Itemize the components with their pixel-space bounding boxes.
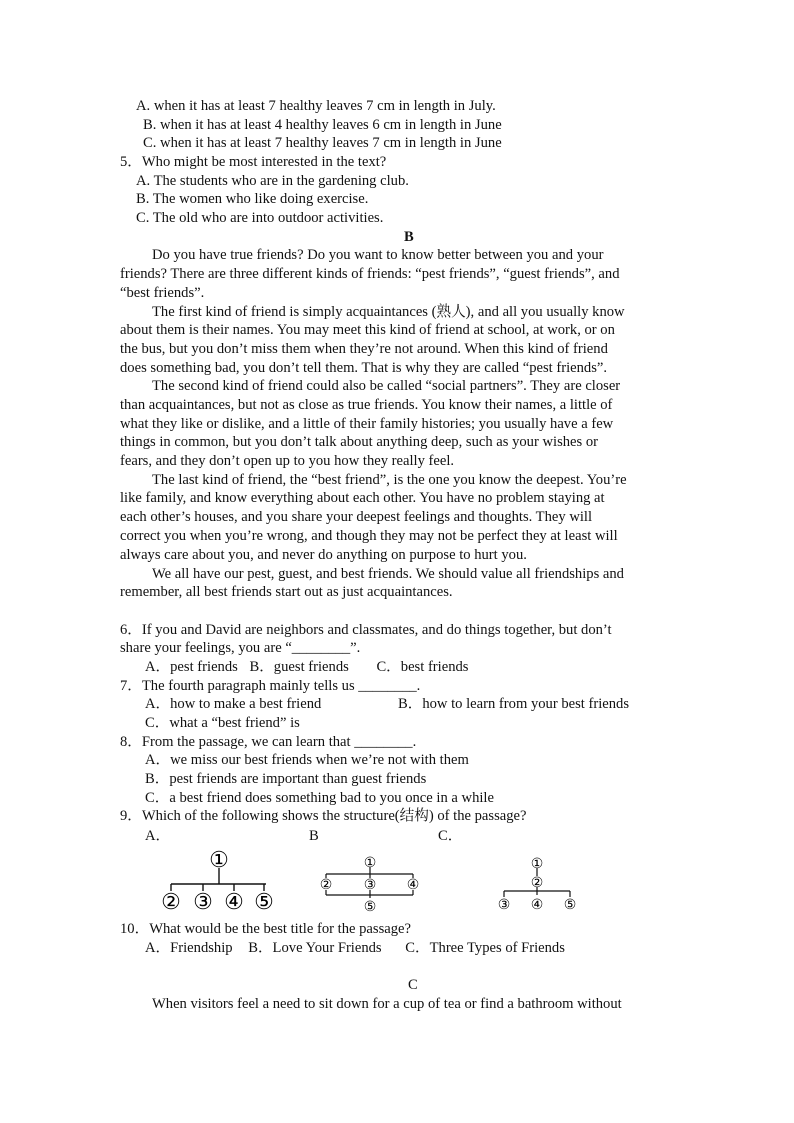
passage-b-line: remember, all best friends start out as just acquaintances.	[120, 584, 453, 600]
q6-stem-line2: share your feelings, you are “________”.	[120, 640, 361, 656]
q4-option-a: A. when it has at least 7 healthy leaves 7 cm in length in July.	[136, 98, 496, 114]
structure-diagram-c	[490, 852, 586, 914]
passage-b-line: The first kind of friend is simply acquaintances (熟人), and all you usually know	[152, 304, 625, 320]
passage-b-line: fears, and they don’t open up to you how they really feel.	[120, 453, 455, 469]
q7-stem: 7．The fourth paragraph mainly tells us ________.	[120, 678, 421, 694]
q8-stem: 8．From the passage, we can learn that ________.	[120, 734, 417, 750]
q9-label-b: B	[309, 828, 319, 844]
q6-options	[145, 658, 468, 676]
diagram-c-node-4: ④	[530, 898, 544, 913]
passage-c-first-line: When visitors feel a need to sit down for a cup of tea or find a bathroom without	[152, 996, 622, 1012]
passage-b-line: “best friends”.	[120, 285, 205, 301]
q10-option-a: A．Friendship	[145, 940, 233, 956]
passage-b-line: Do you have true friends? Do you want to know better between you and your	[152, 247, 604, 263]
q8-option-b: B．pest friends are important than guest friends	[145, 771, 427, 787]
section-heading-c: C	[408, 977, 418, 993]
diagram-b-node-5: ⑤	[363, 900, 377, 914]
diagram-a-node-3: ③	[193, 889, 213, 912]
q5-option-a: A. The students who are in the gardening club.	[136, 173, 409, 189]
diagram-a-node-4: ④	[224, 889, 244, 912]
diagram-c-node-3: ③	[497, 898, 511, 913]
passage-b-line: always care about you, and never do anything on purpose to hurt you.	[120, 547, 527, 563]
diagram-b-node-4: ④	[406, 878, 420, 893]
q10-option-b: B．Love Your Friends	[248, 940, 382, 956]
diagram-c-node-1: ①	[530, 857, 544, 872]
passage-b-line: The second kind of friend could also be called “social partners”. They are closer	[152, 378, 621, 394]
q10-option-c: C．Three Types of Friends	[405, 940, 565, 956]
q7-option-c: C．what a “best friend” is	[145, 715, 300, 731]
passage-b-line: about them is their names. You may meet this kind of friend at school, at work, or on	[120, 322, 615, 338]
passage-b-line: like family, and know everything about each other. You have no problem staying at	[120, 490, 605, 506]
passage-b-line: what they like or dislike, and a little of their family histories; you usually have a few	[120, 416, 614, 432]
section-heading-b: B	[404, 229, 414, 245]
diagram-a-node-2: ②	[161, 889, 181, 912]
q9-label-c: C．	[438, 828, 463, 844]
structure-diagram-a	[160, 846, 280, 912]
diagram-b-node-1: ①	[363, 856, 377, 871]
q5-stem: 5．Who might be most interested in the text?	[120, 154, 387, 170]
diagram-a-node-5: ⑤	[254, 889, 274, 912]
q8-option-c: C．a best friend does something bad to you once in a while	[145, 790, 494, 806]
passage-b-line: things in common, but you don’t talk about anything deep, such as your wishes or	[120, 434, 599, 450]
diagram-c-node-5: ⑤	[563, 898, 577, 913]
q9-stem: 9．Which of the following shows the structure(结构) of the passage?	[120, 808, 527, 824]
q6-option-c: C．best friends	[376, 659, 469, 675]
passage-b-line: correct you when you’re wrong, and though they may not be perfect they at least will	[120, 528, 618, 544]
diagram-a-node-1: ①	[209, 847, 229, 872]
q4-option-c: C. when it has at least 7 healthy leaves 7 cm in length in June	[143, 135, 502, 151]
passage-b-line: does something bad, you don’t tell them. That is why they are called “pest friends”.	[120, 360, 608, 376]
q7-option-b: B．how to learn from your best friends	[398, 696, 630, 712]
q9-label-a: A．	[145, 828, 171, 844]
q6-option-b: B．guest friends	[249, 659, 349, 675]
passage-b-line: each other’s houses, and you share your deepest feelings and thoughts. They will	[120, 509, 593, 525]
passage-b-line: friends? There are three different kinds of friends: “pest friends”, “guest friends”, and	[120, 266, 620, 282]
passage-b-line: the bus, but you don’t miss them when they’re not around. When this kind of friend	[120, 341, 608, 357]
diagram-b-node-2: ②	[319, 878, 333, 893]
structure-diagram-b	[316, 852, 426, 914]
passage-b-line: We all have our pest, guest, and best friends. We should value all friendships and	[152, 566, 624, 582]
q10-stem: 10．What would be the best title for the passage?	[120, 921, 411, 937]
diagram-b-node-3: ③	[363, 878, 377, 893]
q10-options	[145, 939, 565, 957]
diagram-c-node-2: ②	[530, 876, 544, 891]
q5-option-b: B. The women who like doing exercise.	[136, 191, 369, 207]
q6-stem-line1: 6．If you and David are neighbors and classmates, and do things together, but don’t	[120, 622, 612, 638]
q4-option-b: B. when it has at least 4 healthy leaves 6 cm in length in June	[143, 117, 502, 133]
passage-b-line: The last kind of friend, the “best friend”, is the one you know the deepest. You’re	[152, 472, 627, 488]
q6-option-a: A．pest friends	[145, 659, 238, 675]
q7-option-a: A．how to make a best friend	[145, 696, 322, 712]
q5-option-c: C. The old who are into outdoor activities.	[136, 210, 384, 226]
passage-b-line: than acquaintances, but not as close as true friends. You know their names, a little of	[120, 397, 613, 413]
q8-option-a: A．we miss our best friends when we’re not with them	[145, 752, 469, 768]
